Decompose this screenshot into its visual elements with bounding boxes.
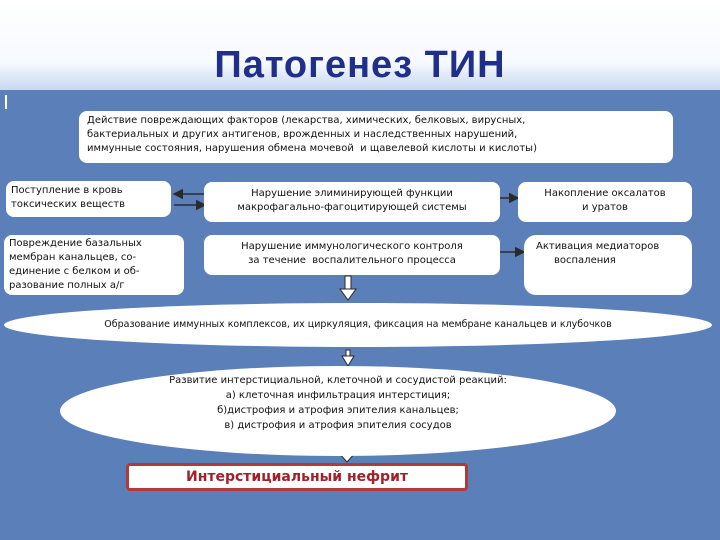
arrow-down-2: [342, 350, 354, 366]
arrow-down-1: [340, 276, 356, 300]
box-oxalate-accumulation: Накопление оксалатов и уратов: [518, 182, 692, 222]
box-basement-membrane-damage: Повреждение базальных мембран канальцев, со- единение с белком и об- разование полных а/г: [4, 235, 184, 295]
ellipse-reaction-development: Развитие интерстициальной, клеточной и сосудистой реакций: а) клеточная инфильтрация интерстиция; б)дистрофия и атрофия эпителия канальцев; в) дистрофия и атрофия эпителия сосудов: [60, 366, 616, 456]
box-damaging-factors: Действие повреждающих факторов (лекарства, химических, белковых, вирусных, бактериальных и других антигенов, врожденных и наследственных нарушений, иммунные состояния, нарушения обмена мочевой и щавелевой кислоты и кислоты): [79, 111, 673, 163]
box-elimination-disorder: Нарушение элиминирующей функции макрофагально-фагоцитирующей системы: [204, 182, 500, 222]
ellipse-immune-complexes: Образование иммунных комплексов, их циркуляция, фиксация на мембране канальцев и клубочков: [4, 303, 712, 347]
box-immune-control-disorder: Нарушение иммунологического контроля за течение воспалительного процесса: [204, 235, 500, 275]
box-interstitial-nephritis: Интерстициальный нефрит: [126, 463, 468, 491]
page-title: Патогенез ТИН: [214, 44, 506, 86]
box-mediator-activation: Активация медиаторов воспаления: [524, 235, 692, 295]
box-toxic-substances: Поступление в кровь токсических веществ: [6, 181, 171, 217]
